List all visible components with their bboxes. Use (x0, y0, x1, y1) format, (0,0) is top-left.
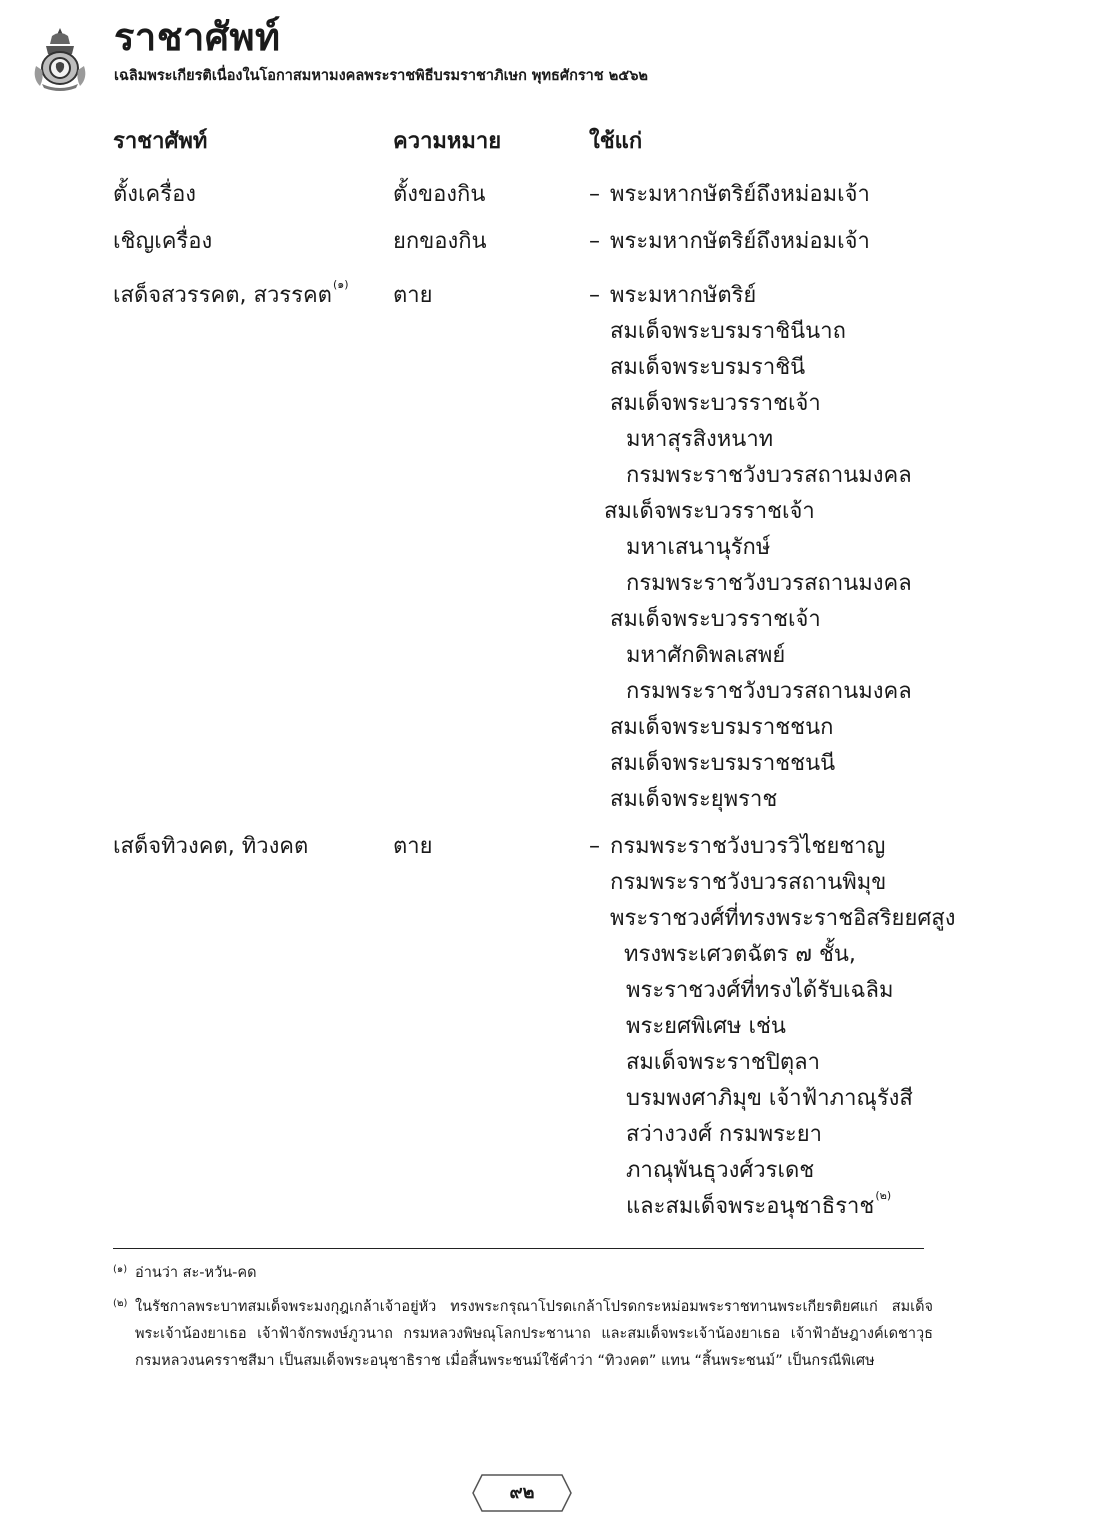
usage-line: สมเด็จพระบวรราชเจ้า (610, 391, 821, 416)
usage-line: มหาสุรสิงหนาท (626, 427, 774, 452)
column-header-term: ราชาศัพท์ (113, 129, 208, 154)
royal-emblem-icon (30, 26, 90, 92)
usage-list (589, 278, 912, 818)
usage-line: พระราชวงศ์ที่ทรงพระราชอิสริยยศสูง (610, 906, 956, 931)
usage-line: สมเด็จพระบวรราชเจ้า (610, 607, 821, 632)
usage-line: และสมเด็จพระอนุชาธิราช$^{(๒)}$ (626, 1189, 892, 1219)
column-header-meaning: ความหมาย (393, 129, 502, 154)
footnote-text: อ่านว่า สะ-หวัน-คด (135, 1265, 257, 1281)
usage-line: – พระมหากษัตริย์ถึงหม่อมเจ้า (589, 182, 870, 207)
term: เสด็จทิวงคต, ทิวงคต (113, 834, 309, 859)
usage-line: สมเด็จพระบรมราชินี (610, 355, 806, 380)
term: เชิญเครื่อง (113, 229, 213, 254)
column-header-usage: ใช้แก่ (589, 129, 643, 154)
usage-line: กรมพระราชวังบวรสถานพิมุข (610, 870, 887, 895)
page-title: ราชาศัพท์ (114, 15, 281, 59)
usage-line: บรมพงศาภิมุข เจ้าฟ้าภาณุรังสี (626, 1086, 913, 1111)
footnote-mark: (๒) (113, 1298, 128, 1309)
usage-line: กรมพระราชวังบวรสถานมงคล (626, 571, 912, 596)
usage-line: ภาณุพันธุวงศ์วรเดช (626, 1158, 815, 1183)
meaning: ตาย (393, 834, 433, 859)
footnote (113, 1294, 933, 1375)
term: เสด็จสวรรคต, สวรรคต$^{(๑)}$ (113, 278, 349, 308)
usage-line: ทรงพระเศวตฉัตร ๗ ชั้น, (624, 942, 856, 967)
term: ตั้งเครื่อง (113, 182, 197, 207)
footnote-text: ในรัชกาลพระบาทสมเด็จพระมงกุฎเกล้าเจ้าอยู่หัว ทรงพระกรุณาโปรดเกล้าโปรดกระหม่อมพระราชทานพระเกียรติยศแก่ สมเด็จพระเจ้าน้องยาเธอ เจ้าฟ้าจักรพงษ์ภูวนาถ กรมหลวงพิษณุโลกประชานาถ และสมเด็จพระเจ้าน้องยาเธอ เจ้าฟ้าอัษฎางค์เดชาวุธ กรมหลวงนครราชสีมา เป็นสมเด็จพระอนุชาธิราช เมื่อสิ้นพระชนม์ใช้คำว่า “ทิวงคต” แทน “สิ้นพระชนม์” เป็นกรณีพิเศษ (135, 1299, 933, 1369)
meaning: ตั้งของกิน (393, 182, 486, 207)
usage-line: มหาศักดิพลเสพย์ (626, 643, 786, 668)
usage-list (589, 224, 870, 260)
footnote-mark: (๑) (113, 1264, 128, 1275)
footnote-ref: (๑) (332, 278, 349, 291)
usage-line: – กรมพระราชวังบวรวิไชยชาญ (589, 834, 886, 859)
usage-line: สว่างวงศ์ กรมพระยา (626, 1122, 822, 1147)
usage-line: พระราชวงศ์ที่ทรงได้รับเฉลิม (626, 978, 894, 1003)
usage-line: พระยศพิเศษ เช่น (626, 1014, 786, 1039)
usage-line: สมเด็จพระยุพราช (610, 787, 778, 812)
meaning: ยกของกิน (393, 229, 487, 254)
usage-line: สมเด็จพระบรมราชชนก (610, 715, 834, 740)
usage-line: สมเด็จพระบวรราชเจ้า (604, 499, 815, 524)
page-number: ๙๒ (509, 1482, 535, 1503)
usage-list (589, 829, 955, 1225)
meaning: ตาย (393, 283, 433, 308)
usage-line: สมเด็จพระราชปิตุลา (626, 1050, 820, 1075)
usage-line: กรมพระราชวังบวรสถานมงคล (626, 679, 912, 704)
usage-list (589, 177, 870, 213)
footnote-divider (113, 1248, 924, 1249)
usage-line: กรมพระราชวังบวรสถานมงคล (626, 463, 912, 488)
usage-line: มหาเสนานุรักษ์ (626, 535, 771, 560)
page-subtitle: เฉลิมพระเกียรติเนื่องในโอกาสมหามงคลพระราชพิธีบรมราชาภิเษก พุทธศักราช ๒๕๖๒ (114, 68, 648, 84)
footnote (113, 1260, 933, 1287)
footnote-ref: (๒) (875, 1189, 892, 1202)
usage-line: สมเด็จพระบรมราชชนนี (610, 751, 836, 776)
usage-line: – พระมหากษัตริย์ถึงหม่อมเจ้า (589, 229, 870, 254)
usage-line: – พระมหากษัตริย์ (589, 283, 757, 308)
usage-line: สมเด็จพระบรมราชินีนาถ (610, 319, 846, 344)
